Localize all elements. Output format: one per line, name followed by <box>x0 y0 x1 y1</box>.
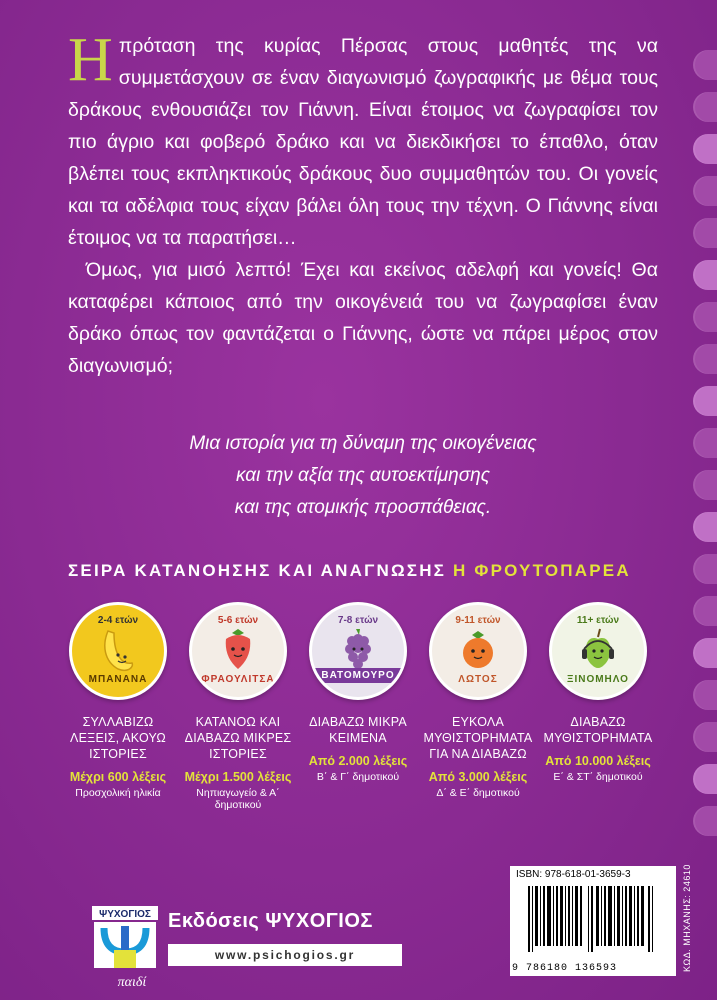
edge-tab <box>693 554 717 584</box>
badge-age: 7-8 ετών <box>337 615 379 626</box>
level-grade: Β΄ & Γ΄ δημοτικού <box>316 771 400 783</box>
badge-name: ΒΑΤΟΜΟΥΡΟ <box>312 668 404 683</box>
tagline-line: και την αξία της αυτοεκτίμησης <box>236 465 490 486</box>
series-name: Η ΦΡΟΥΤΟΠΑΡΕΑ <box>453 561 631 580</box>
blurb-paragraph-1 <box>68 26 658 254</box>
level-words: Από 10.000 λέξεις <box>545 754 651 768</box>
edge-tab <box>693 806 717 836</box>
badge-name: ΜΠΑΝΑΝΑ <box>88 674 148 685</box>
isbn-box <box>510 866 676 976</box>
publisher-name: Εκδόσεις ΨΥΧΟΓΙΟΣ <box>168 910 373 932</box>
level-grade: Ε΄ & ΣΤ΄ δημοτικού <box>553 771 643 783</box>
level-banana <box>62 602 174 799</box>
tagline <box>68 428 658 524</box>
edge-tab <box>693 512 717 542</box>
edge-tab <box>693 596 717 626</box>
publisher-url[interactable]: www.psichogios.gr <box>168 944 402 966</box>
reading-levels <box>62 602 662 822</box>
level-grade: Προσχολική ηλικία <box>75 787 161 799</box>
edge-tab <box>693 680 717 710</box>
blurb <box>68 26 658 382</box>
level-apple <box>542 602 654 783</box>
edge-tab <box>693 176 717 206</box>
level-words: Από 2.000 λέξεις <box>308 754 408 768</box>
badge-name: ΛΩΤΟΣ <box>458 674 498 685</box>
tagline-line: και της ατομικής προσπάθειας. <box>234 497 492 518</box>
dropcap: Η <box>68 26 113 94</box>
edge-tab <box>693 344 717 374</box>
lotus-fruit-icon <box>458 627 498 673</box>
strawberry-icon <box>218 627 258 673</box>
machine-code: ΚΩΔ. ΜΗΧΑΝΗΣ: 24610 <box>682 864 692 972</box>
level-title: ΔΙΑΒΑΖΩ ΜΙΚΡΑ ΚΕΙΜΕΝΑ <box>309 715 407 745</box>
badge-banana <box>69 602 167 700</box>
level-title: ΣΥΛΛΑΒΙΖΩ ΛΕΞΕΙΣ, ΑΚΟΥΩ ΙΣΤΟΡΙΕΣ <box>70 715 166 761</box>
badge-lotus <box>429 602 527 700</box>
level-blackberry <box>302 602 414 783</box>
edge-tab <box>693 92 717 122</box>
edge-tab <box>693 134 717 164</box>
edge-tab <box>693 260 717 290</box>
edge-tab <box>693 386 717 416</box>
edge-tab <box>693 218 717 248</box>
logo-top-text: ΨΥΧΟΓΙΟΣ <box>99 909 151 920</box>
level-title: ΔΙΑΒΑΖΩ ΜΥΘΙΣΤΟΡΗΜΑΤΑ <box>543 715 653 745</box>
edge-tab <box>693 50 717 80</box>
badge-age: 5-6 ετών <box>217 615 259 626</box>
level-title: ΕΥΚΟΛΑ ΜΥΘΙΣΤΟΡΗΜΑΤΑ ΓΙΑ ΝΑ ΔΙΑΒΑΖΩ <box>423 715 533 761</box>
tagline-line: Μια ιστορία για τη δύναμη της οικογένειας <box>189 433 537 454</box>
badge-name: ΞΙΝΟΜΗΛΟ <box>567 674 629 685</box>
level-words: Μέχρι 1.500 λέξεις <box>184 770 292 784</box>
level-words: Από 3.000 λέξεις <box>428 770 528 784</box>
barcode <box>520 884 666 962</box>
edge-tab <box>693 722 717 752</box>
isbn-text: ISBN: 978-618-01-3659-3 <box>516 869 631 880</box>
edge-tab <box>693 470 717 500</box>
edge-tab <box>693 764 717 794</box>
badge-strawberry <box>189 602 287 700</box>
barcode-digits: 9 786180 136593 <box>512 963 618 974</box>
level-lotus <box>422 602 534 799</box>
level-strawberry <box>182 602 294 811</box>
series-title-text: ΣΕΙΡΑ ΚΑΤΑΝΟΗΣΗΣ ΚΑΙ ΑΝΑΓΝΩΣΗΣ <box>68 561 447 580</box>
series-title <box>68 561 668 581</box>
badge-name: ΦΡΑΟΥΛΙΤΣΑ <box>201 674 275 685</box>
edge-tab <box>693 638 717 668</box>
blackberry-icon <box>338 627 378 673</box>
banana-icon <box>98 627 138 673</box>
badge-age: 9-11 ετών <box>455 615 501 626</box>
badge-age: 2-4 ετών <box>97 615 139 626</box>
edge-tab <box>693 302 717 332</box>
edge-tab <box>693 428 717 458</box>
level-title: ΚΑΤΑΝΟΩ ΚΑΙ ΔΙΑΒΑΖΩ ΜΙΚΡΕΣ ΙΣΤΟΡΙΕΣ <box>184 715 292 761</box>
blurb-text-1: πρόταση της κυρίας Πέρσας στους μαθητές της να συμμετάσχουν σε έναν διαγωνισμό ζωγραφικής με θέμα τους δράκους ενθουσιάζει τον Γιάννη. Είναι έτοιμος να ζωγραφίσει τον πιο άγριο και φοβερό δράκο και να διεκδικήσει το έπαθλο, όταν βλέπει τους εκπληκτικούς δράκους δυο συμμαθητών του. Οι γονείς και τα αδέλφια τους είχαν βάλει όλη τους την τέχνη. Ο Γιάννης είναι έτοιμος να τα παρατήσει… <box>68 35 658 249</box>
logo-bottom-text: παιδί <box>117 975 147 990</box>
badge-blackberry <box>309 602 407 700</box>
level-words: Μέχρι 600 λέξεις <box>69 770 167 784</box>
blurb-paragraph-2: Όμως, για μισό λεπτό! Έχει και εκείνος αδελφή και γονείς! Θα καταφέρει κάποιος από την οικογένειά του να ζωγραφίσει έναν δράκο όπως τον φαντάζεται ο Γιάννης, ώστε να πάρει μέρος στον διαγωνισμό; <box>68 259 658 377</box>
badge-age: 11+ ετών <box>576 615 620 626</box>
apple-icon <box>578 627 618 673</box>
level-grade: Νηπιαγωγείο & Α΄ δημοτικού <box>196 787 280 811</box>
badge-apple <box>549 602 647 700</box>
level-grade: Δ΄ & Ε΄ δημοτικού <box>436 787 520 799</box>
publisher-logo <box>92 906 158 990</box>
